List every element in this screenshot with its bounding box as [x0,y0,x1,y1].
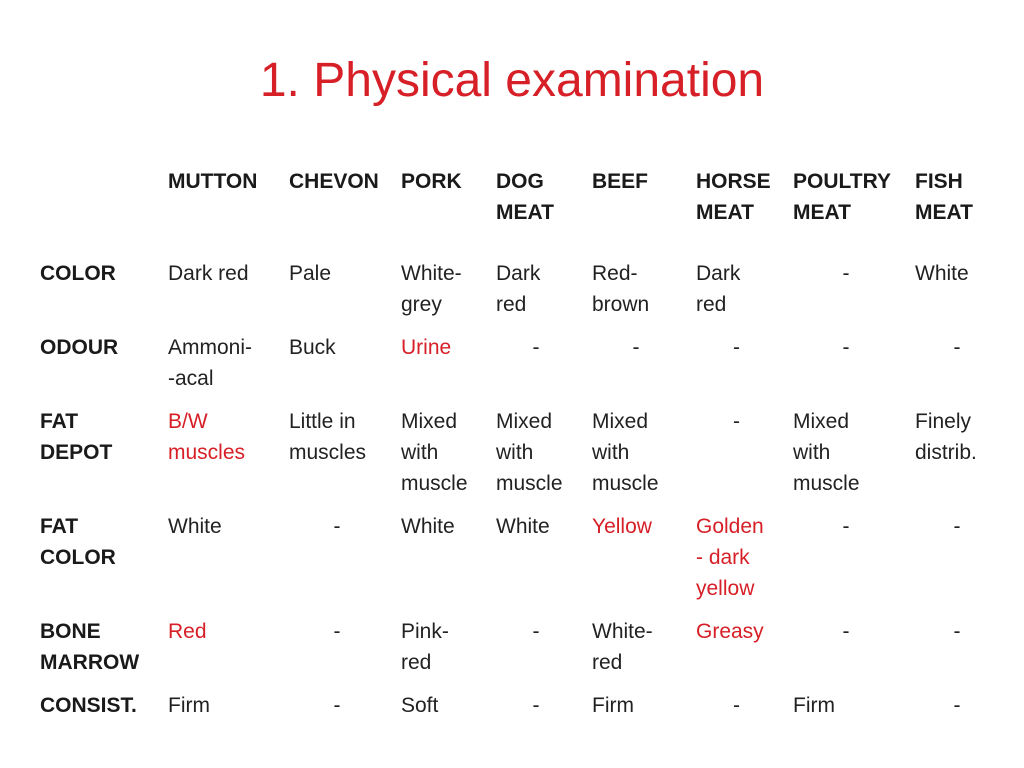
column-header [393,160,488,252]
column-header-text: HORSE [696,170,771,193]
table-cell [393,400,488,505]
cell-text: - [333,620,341,643]
cell-text: White [915,262,969,285]
meat-comparison-table [32,160,1007,727]
table-cell [393,505,488,610]
table-cell [584,252,688,326]
cell-text: White- [401,262,462,285]
cell-text: - [953,694,961,717]
cell-text: yellow [696,577,755,600]
table-cell [688,400,785,505]
table-cell [907,610,1007,684]
cell-text: Firm [592,694,634,717]
cell-text: red [696,293,727,316]
cell-text: Mixed [496,410,553,433]
cell-text: muscle [793,472,860,495]
row-label-text: COLOR [40,262,116,285]
column-header-text: MEAT [793,201,851,224]
row-label [32,400,160,505]
row-label [32,505,160,610]
table-cell [160,252,281,326]
table-row [32,610,1007,684]
column-header [785,160,907,252]
cell-text: Mixed [401,410,458,433]
table-row [32,326,1007,400]
table-body [32,252,1007,727]
table-cell [584,610,688,684]
cell-text: Dark [496,262,541,285]
table-cell [281,400,393,505]
table-cell [785,252,907,326]
cell-text: Soft [401,694,439,717]
column-header [688,160,785,252]
cell-text: red [496,293,527,316]
column-header [160,160,281,252]
column-header [488,160,584,252]
table-cell [281,610,393,684]
row-label-text: FAT [40,410,79,433]
row-label-text: DEPOT [40,441,113,464]
column-header-text: MUTTON [168,170,258,193]
cell-text: Yellow [592,515,652,538]
cell-text: - [532,620,540,643]
row-label [32,684,160,727]
table-cell [488,610,584,684]
table-cell [393,326,488,400]
table-cell [488,684,584,727]
cell-text: - [953,515,961,538]
table-cell [907,684,1007,727]
table-cell [281,252,393,326]
row-label-text: MARROW [40,651,140,674]
row-label-text: ODOUR [40,336,119,359]
cell-text: - [333,515,341,538]
row-label [32,252,160,326]
cell-text: Red- [592,262,638,285]
cell-text: Firm [168,694,210,717]
table-cell [907,252,1007,326]
table-cell [393,610,488,684]
table-cell [160,326,281,400]
column-header-text: MEAT [696,201,754,224]
column-header-text: DOG [496,170,544,193]
table-cell [688,252,785,326]
column-header-text: FISH [915,170,963,193]
cell-text: -acal [168,367,214,390]
cell-text: - [733,336,740,359]
cell-text: with [401,441,439,464]
cell-text: - dark [696,546,750,569]
table-cell [160,505,281,610]
table-cell [160,400,281,505]
cell-text: - [733,410,740,433]
table-cell [785,684,907,727]
column-header-text: BEEF [592,170,649,193]
table-cell [688,326,785,400]
cell-text: grey [401,293,442,316]
column-header-text: MEAT [915,201,973,224]
cell-text: Mixed [592,410,649,433]
table-cell [488,326,584,400]
table-cell [907,505,1007,610]
cell-text: Pink- [401,620,449,643]
cell-text: Little in [289,410,356,433]
cell-text: - [842,336,850,359]
cell-text: Greasy [696,620,764,643]
cell-text: muscle [592,472,659,495]
table-cell [584,400,688,505]
cell-text: Golden [696,515,764,538]
table-cell [281,684,393,727]
table-cell [488,505,584,610]
cell-text: muscle [401,472,468,495]
table-cell [393,684,488,727]
table-cell [584,505,688,610]
row-label [32,610,160,684]
table-cell [785,400,907,505]
header-row [32,160,1007,252]
table-cell [907,400,1007,505]
table-cell [281,505,393,610]
table-cell [393,252,488,326]
table-row [32,505,1007,610]
cell-text: with [592,441,630,464]
table-cell [785,505,907,610]
column-header [584,160,688,252]
cell-text: muscles [168,441,246,464]
cell-text: red [592,651,623,674]
column-header-text: CHEVON [289,170,379,193]
cell-text: - [842,262,850,285]
cell-text: - [953,620,961,643]
cell-text: brown [592,293,650,316]
column-header [907,160,1007,252]
cell-text: distrib. [915,441,977,464]
cell-text: - [333,694,341,717]
cell-text: Red [168,620,207,643]
table-cell [281,326,393,400]
column-header-text: POULTRY [793,170,891,193]
row-label-text: FAT [40,515,79,538]
column-header-text: PORK [401,170,462,193]
column-header [281,160,393,252]
table-row [32,400,1007,505]
table-cell [688,505,785,610]
cell-text: - [532,694,540,717]
cell-text: Mixed [793,410,850,433]
cell-text: Ammoni- [168,336,253,359]
cell-text: - [842,620,850,643]
table-cell [785,326,907,400]
cell-text: - [532,336,540,359]
cell-text: Pale [289,262,332,285]
row-label-text: CONSIST. [40,694,137,717]
cell-text: red [401,651,432,674]
cell-text: - [733,694,740,717]
table-cell [584,684,688,727]
table-cell [488,400,584,505]
cell-text: Dark red [168,262,249,285]
cell-text: muscles [289,441,367,464]
row-label-text: COLOR [40,546,116,569]
corner-cell [32,160,160,252]
cell-text: muscle [496,472,563,495]
cell-text: White [496,515,550,538]
cell-text: - [842,515,850,538]
table-cell [907,326,1007,400]
cell-text: White [168,515,222,538]
table-cell [688,684,785,727]
cell-text: White [401,515,455,538]
cell-text: with [496,441,534,464]
cell-text: Firm [793,694,835,717]
cell-text: - [632,336,640,359]
table-cell [688,610,785,684]
cell-text: Buck [289,336,336,359]
table-cell [584,326,688,400]
cell-text: Dark [696,262,741,285]
column-header-text: MEAT [496,201,554,224]
table-cell [488,252,584,326]
row-label-text: BONE [40,620,101,643]
table-cell [160,684,281,727]
table-cell [160,610,281,684]
table-row [32,684,1007,727]
table-cell [785,610,907,684]
cell-text: with [793,441,831,464]
cell-text: Urine [401,336,452,359]
cell-text: White- [592,620,653,643]
page-title: 1. Physical examination [259,54,765,107]
cell-text: Finely [915,410,972,433]
cell-text: - [953,336,961,359]
table-row [32,252,1007,326]
row-label [32,326,160,400]
cell-text: B/W [168,410,208,433]
